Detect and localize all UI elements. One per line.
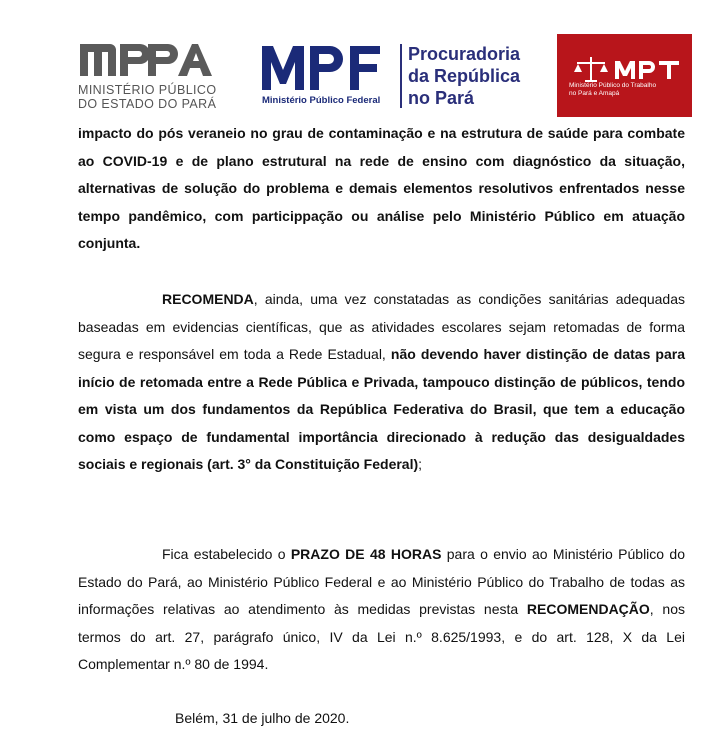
mppa-subtitle-line1: MINISTÉRIO PÚBLICO: [78, 83, 217, 97]
mppa-logo: [78, 40, 218, 112]
scales-of-justice-icon: [571, 54, 611, 84]
mpf-subtitle: Ministério Público Federal: [262, 95, 381, 106]
intro-paragraph: impacto do pós veraneio no grau de contaminação e na estrutura de saúde para combate ao COVID-19 e de plano estrutural na rede de ensino com diagnóstico da situação, alternativas de solução do problema e demais elementos resolutivos enfrentados nesse tempo pandêmico, com particippação ou análise pelo Ministério Público em atuação conjunta.: [78, 125, 685, 251]
deadline-bold-recommendation: RECOMENDAÇÃO: [526, 601, 650, 617]
mpf-divider: [400, 44, 402, 108]
deadline-text-c: , nos termos do art. 27, parágrafo único, IV da Lei n.º 8.625/1993, e do art. 128, X da Lei Complementar n.º 80 de 1994.: [78, 601, 685, 672]
mpt-subtitle-line2: no Pará e Amapá: [569, 90, 620, 97]
mpt-wordmark-icon: [615, 59, 681, 81]
mpt-logo: [557, 34, 692, 117]
mpf-unit-line3: no Pará: [408, 88, 475, 108]
mppa-subtitle-line2: DO ESTADO DO PARÁ: [78, 97, 217, 111]
mpf-unit-line1: Procuradoria: [408, 44, 521, 64]
recommendation-keyword: RECOMENDA: [162, 291, 254, 307]
mpf-unit-line2: da República: [408, 66, 521, 86]
recommendation-paragraph: [78, 286, 685, 479]
mpt-subtitle-line1: Ministério Público do Trabalho: [569, 82, 657, 89]
recommendation-bold-text: não devendo haver distinção de datas para início de retomada entre a Rede Pública e Privada, tampouco distinção de públicos, tendo em vista um dos fundamentos da República Federativa do Brasil, que tem a educação como espaço de fundamental importância direcionado à redução das desigualdades sociais e regionais (art. 3° da Constituição Federal): [78, 346, 685, 472]
deadline-bold: PRAZO DE 48 HORAS: [290, 546, 442, 562]
mpf-logo: [262, 40, 532, 112]
mppa-wordmark-icon: [78, 40, 216, 80]
deadline-paragraph: [78, 541, 685, 679]
mpf-wordmark-icon: [262, 42, 398, 94]
deadline-text-b: para o envio ao Ministério Público do Estado do Pará, ao Ministério Público Federal e ao Ministério Público do Trabalho de todas as informações relativas ao atendimento às medidas previstas nesta: [78, 546, 685, 617]
deadline-text-a: Fica estabelecido o: [162, 546, 291, 562]
recommendation-text: , ainda, uma vez constatadas as condições sanitárias adequadas baseadas em evidencias científicas, que as atividades escolares sejam retomadas de forma segura e responsável em toda a Rede Estadual,: [78, 291, 685, 362]
recommendation-end: ;: [418, 456, 423, 472]
document-date: Belém, 31 de julho de 2020.: [175, 710, 350, 726]
